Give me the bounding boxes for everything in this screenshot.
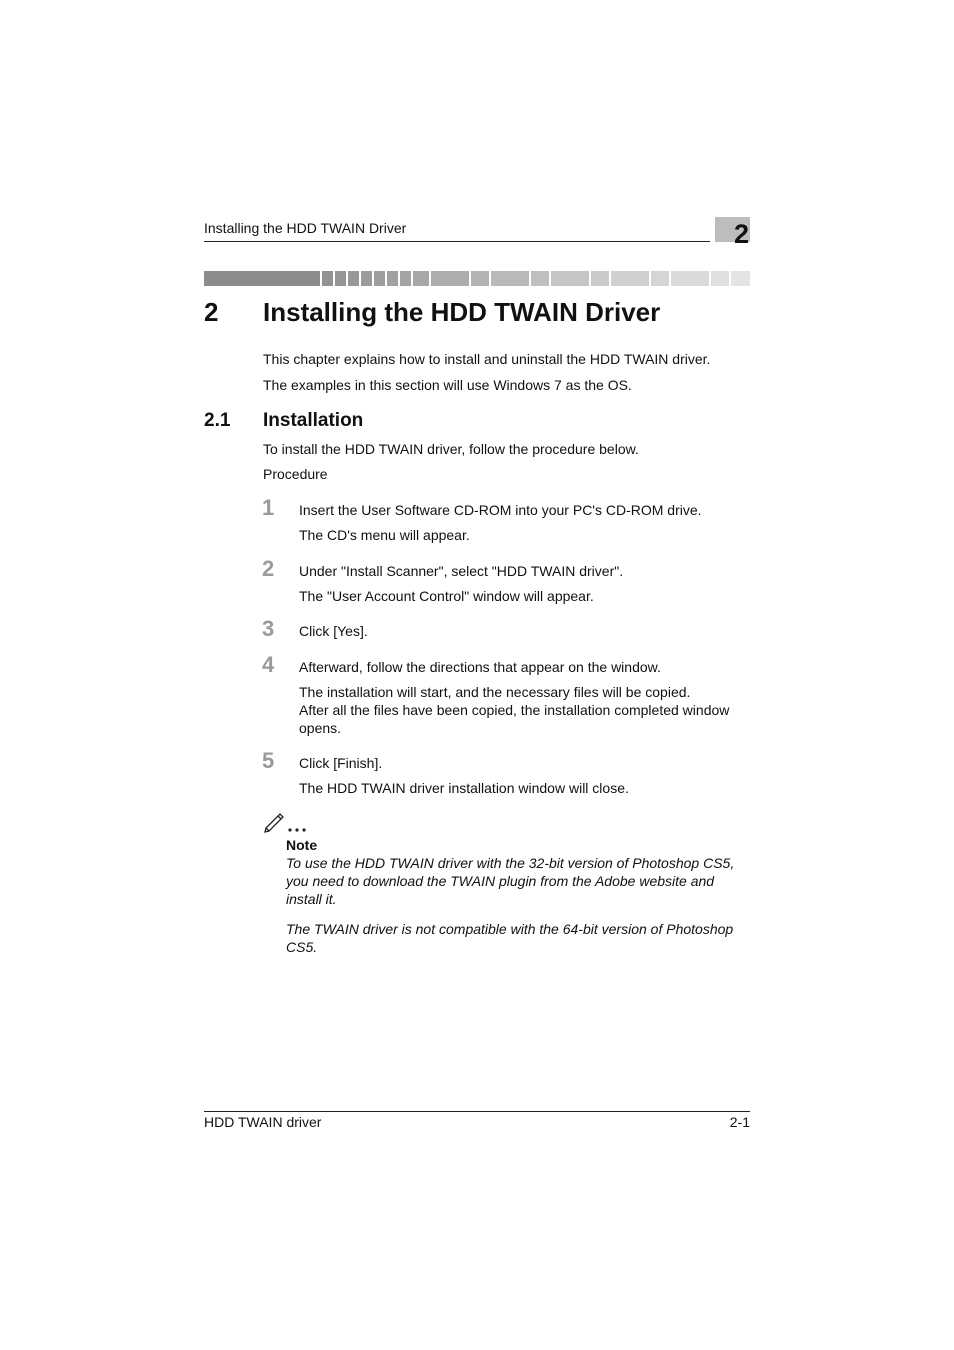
step-number: 1 bbox=[262, 495, 275, 520]
step-number: 2 bbox=[262, 556, 275, 581]
note-title: Note bbox=[286, 837, 318, 853]
footer-page-number: 2-1 bbox=[729, 1114, 750, 1130]
procedure-label: Procedure bbox=[263, 466, 328, 482]
step-action: Insert the User Software CD-ROM into your PC's CD-ROM drive. bbox=[299, 502, 702, 518]
section-title: Installation bbox=[263, 410, 364, 431]
step-number: 5 bbox=[262, 748, 275, 773]
step-action: Click [Yes]. bbox=[299, 623, 368, 639]
step-result-continued: After all the files have been copied, the installation completed window opens. bbox=[299, 702, 730, 736]
intro-paragraph-1: This chapter explains how to install and uninstall the HDD TWAIN driver. bbox=[263, 351, 711, 367]
step-result: The installation will start, and the necessary files will be copied. bbox=[299, 684, 691, 700]
step-result: The CD's menu will appear. bbox=[299, 527, 470, 543]
chapter-title: Installing the HDD TWAIN Driver bbox=[263, 297, 661, 327]
step-action: Click [Finish]. bbox=[299, 755, 383, 771]
step-action: Afterward, follow the directions that appear on the window. bbox=[299, 659, 661, 675]
step-result: The "User Account Control" window will appear. bbox=[299, 588, 594, 604]
step-action: Under "Install Scanner", select "HDD TWAIN driver". bbox=[299, 563, 624, 579]
section-number: 2.1 bbox=[204, 410, 231, 431]
footer-product: HDD TWAIN driver bbox=[204, 1114, 322, 1130]
chapter-number: 2 bbox=[204, 297, 219, 327]
running-header-title: Installing the HDD TWAIN Driver bbox=[204, 220, 407, 236]
chapter-decor-bar bbox=[204, 271, 750, 286]
step-number: 3 bbox=[262, 616, 275, 641]
note-paragraph-1: To use the HDD TWAIN driver with the 32-bit version of Photoshop CS5, you need to download the TWAIN plugin from the Adobe website and install it. bbox=[286, 855, 735, 907]
chapter-tab-number: 2 bbox=[733, 219, 749, 249]
step-result: The HDD TWAIN driver installation window will close. bbox=[299, 780, 629, 796]
pencil-note-icon bbox=[262, 810, 312, 834]
section-lead: To install the HDD TWAIN driver, follow the procedure below. bbox=[263, 441, 639, 457]
chapter-tab bbox=[715, 217, 750, 249]
footer-rule bbox=[204, 1111, 750, 1112]
step-number: 4 bbox=[262, 652, 275, 677]
intro-paragraph-2: The examples in this section will use Windows 7 as the OS. bbox=[263, 377, 632, 393]
header-rule bbox=[204, 241, 710, 242]
note-paragraph-2: The TWAIN driver is not compatible with the 64-bit version of Photoshop CS5. bbox=[286, 921, 734, 955]
